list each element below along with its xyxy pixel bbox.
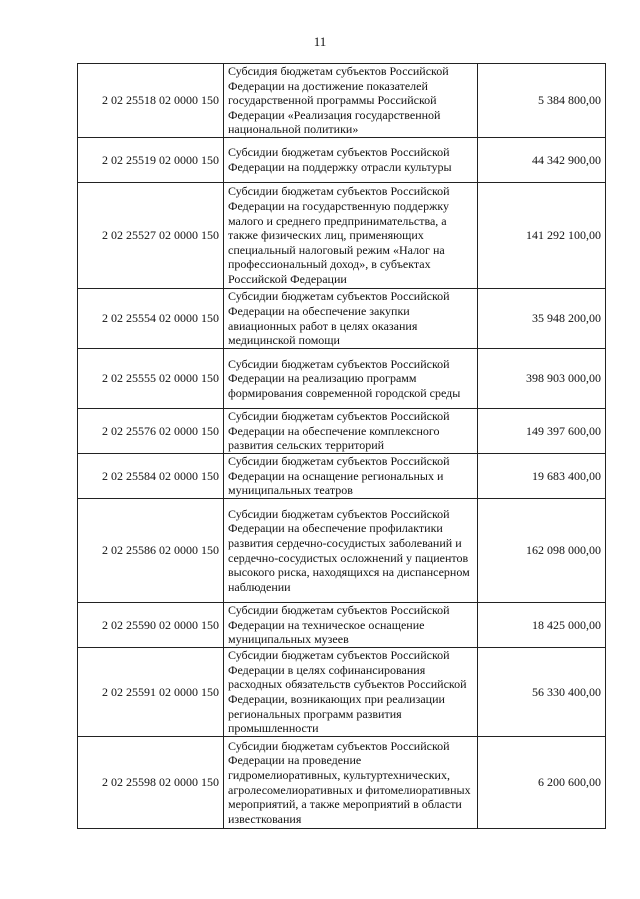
table-row	[78, 64, 606, 138]
table-row	[78, 603, 606, 648]
budget-code: 2 02 25554 02 0000 150	[78, 289, 224, 349]
description: Субсидии бюджетам субъектов Российской Федерации на проведение гидромелиоративных, культуртехнических, агролесомелиоративных и фитомелиоративных мероприятий, а также мероприятий в области известкования	[224, 737, 478, 829]
budget-code: 2 02 25519 02 0000 150	[78, 138, 224, 183]
description: Субсидии бюджетам субъектов Российской Федерации на государственную поддержку малого и среднего предпринимательства, а также физических лиц, применяющих специальный налоговый режим «Налог на профессиональный доход», в субъектах Российской Федерации	[224, 183, 478, 289]
description: Субсидии бюджетам субъектов Российской Федерации на поддержку отрасли культуры	[224, 138, 478, 183]
amount: 18 425 000,00	[478, 603, 606, 648]
budget-code: 2 02 25518 02 0000 150	[78, 64, 224, 138]
table-row	[78, 648, 606, 737]
amount: 141 292 100,00	[478, 183, 606, 289]
amount: 6 200 600,00	[478, 737, 606, 829]
description: Субсидии бюджетам субъектов Российской Федерации на оснащение региональных и муниципальных театров	[224, 454, 478, 499]
amount: 35 948 200,00	[478, 289, 606, 349]
amount: 56 330 400,00	[478, 648, 606, 737]
budget-code: 2 02 25586 02 0000 150	[78, 499, 224, 603]
budget-table	[77, 63, 606, 829]
table-row	[78, 499, 606, 603]
page-number: 11	[313, 34, 327, 49]
table-row	[78, 183, 606, 289]
table-row	[78, 289, 606, 349]
budget-code: 2 02 25576 02 0000 150	[78, 409, 224, 454]
description: Субсидии бюджетам субъектов Российской Федерации на обеспечение профилактики развития сердечно-сосудистых заболеваний и сердечно-сосудистых осложнений у пациентов высокого риска, находящихся на диспансерном наблюдении	[224, 499, 478, 603]
table-row	[78, 737, 606, 829]
amount: 19 683 400,00	[478, 454, 606, 499]
amount: 162 098 000,00	[478, 499, 606, 603]
table-row	[78, 454, 606, 499]
amount: 44 342 900,00	[478, 138, 606, 183]
budget-code: 2 02 25590 02 0000 150	[78, 603, 224, 648]
amount: 5 384 800,00	[478, 64, 606, 138]
description: Субсидии бюджетам субъектов Российской Федерации на реализацию программ формирования современной городской среды	[224, 349, 478, 409]
budget-code: 2 02 25584 02 0000 150	[78, 454, 224, 499]
description: Субсидии бюджетам субъектов Российской Федерации на обеспечение комплексного развития сельских территорий	[224, 409, 478, 454]
table-row	[78, 409, 606, 454]
table-row	[78, 138, 606, 183]
budget-code: 2 02 25527 02 0000 150	[78, 183, 224, 289]
budget-code: 2 02 25591 02 0000 150	[78, 648, 224, 737]
description: Субсидии бюджетам субъектов Российской Федерации на техническое оснащение муниципальных музеев	[224, 603, 478, 648]
budget-code: 2 02 25555 02 0000 150	[78, 349, 224, 409]
description: Субсидии бюджетам субъектов Российской Федерации на обеспечение закупки авиационных работ в целях оказания медицинской помощи	[224, 289, 478, 349]
amount: 398 903 000,00	[478, 349, 606, 409]
amount: 149 397 600,00	[478, 409, 606, 454]
table-row	[78, 349, 606, 409]
budget-code: 2 02 25598 02 0000 150	[78, 737, 224, 829]
description: Субсидии бюджетам субъектов Российской Федерации в целях софинансирования расходных обязательств субъектов Российской Федерации, возникающих при реализации региональных программ развития промышленности	[224, 648, 478, 737]
description: Субсидия бюджетам субъектов Российской Федерации на достижение показателей государственной программы Российской Федерации «Реализация государственной национальной политики»	[224, 64, 478, 138]
